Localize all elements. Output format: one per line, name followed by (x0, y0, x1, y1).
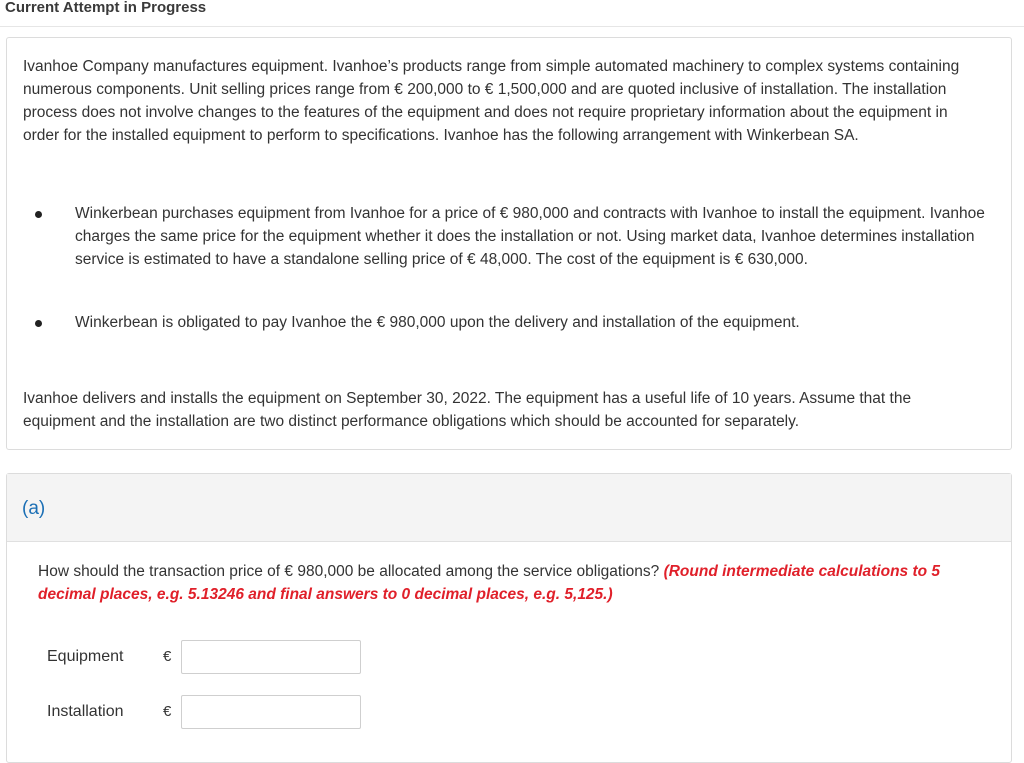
equipment-label: Equipment (47, 648, 124, 665)
top-bar (0, 0, 1024, 27)
part-label: (a) (22, 498, 46, 519)
list-item (23, 202, 989, 271)
rounding-hint: (Round intermediate calculations to 5 decimal places, e.g. 5.13246 and final answers to 0 decimal places, e.g. 5,125.) (38, 563, 941, 603)
currency-symbol: € (163, 703, 172, 720)
part-a-header (7, 474, 1011, 542)
installation-row (47, 695, 407, 729)
equipment-row (47, 640, 407, 674)
installation-label: Installation (47, 703, 124, 720)
currency-symbol: € (163, 648, 172, 665)
question-text (38, 560, 998, 606)
equipment-input[interactable] (181, 640, 361, 674)
closing-paragraph: Ivanhoe delivers and installs the equipment on September 30, 2022. The equipment has a useful life of 10 years. Assume that the equipment and the installation are two distinct performance obligations which should be accounted for separately. (23, 390, 912, 430)
list-item-text: Winkerbean purchases equipment from Ivanhoe for a price of € 980,000 and contracts with Ivanhoe to install the equipment. Ivanhoe charges the same price for the equipment whether it does the installation or not. Using market data, Ivanhoe determines installation service is estimated to have a standalone selling price of € 48,000. The cost of the equipment is € 630,000. (75, 205, 985, 268)
part-a-section (6, 473, 1012, 763)
intro-paragraph: Ivanhoe Company manufactures equipment. Ivanhoe’s products range from simple automated machinery to complex systems containing numerous components. Unit selling prices range from € 200,000 to € 1,500,000 and are quoted inclusive of installation. The installation process does not involve changes to the features of the equipment and does not require proprietary information about the equipment in order for the installed equipment to perform to specifications. Ivanhoe has the following arrangement with Winkerbean SA. (23, 58, 960, 144)
page-title: Current Attempt in Progress (5, 0, 207, 16)
list-item (23, 311, 989, 334)
bullet-icon (35, 211, 42, 218)
installation-input[interactable] (181, 695, 361, 729)
problem-statement (6, 37, 1012, 450)
question-body: How should the transaction price of € 980,000 be allocated among the service obligations? (38, 563, 660, 580)
bullet-icon (35, 320, 42, 327)
list-item-text: Winkerbean is obligated to pay Ivanhoe the € 980,000 upon the delivery and installation of the equipment. (75, 314, 800, 331)
